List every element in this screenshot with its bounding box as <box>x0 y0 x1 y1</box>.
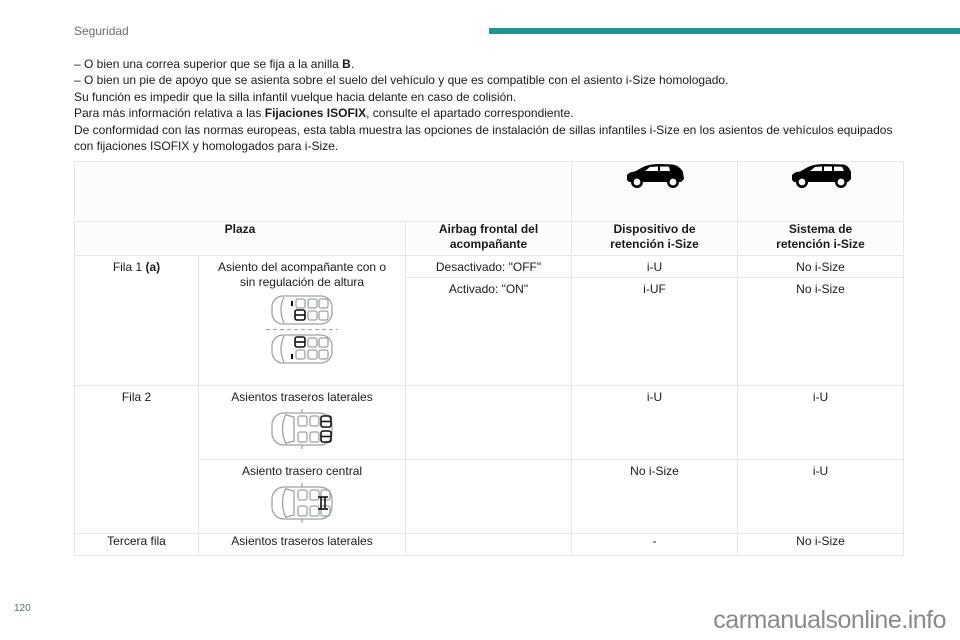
seat-cell: Asientos traseros laterales <box>199 534 406 556</box>
suv-5-seat-car-icon <box>623 162 687 190</box>
airbag-cell <box>406 278 572 386</box>
text: – O bien una correa superior que se fija a la anilla <box>74 57 343 71</box>
section-title: Seguridad <box>74 24 129 38</box>
dispositivo-cell <box>572 256 738 278</box>
bold-text: Fijaciones ISOFIX <box>264 106 367 121</box>
header-text: Sistema de retención i-Size <box>776 222 865 251</box>
header-text: Airbag frontal del acompañante <box>438 222 539 251</box>
row-label <box>75 256 198 275</box>
suv-7-seat-car-icon <box>788 162 854 190</box>
dispositivo-value: i-U <box>646 260 663 274</box>
text: Fila 1 <box>112 260 146 274</box>
row-label-cell <box>75 256 199 386</box>
table-row <box>75 386 904 460</box>
seat-label: Asiento trasero central <box>241 464 363 478</box>
dispositivo-cell <box>572 278 738 386</box>
empty-cell <box>75 162 572 222</box>
airbag-cell <box>406 386 572 460</box>
airbag-value: Desactivado: "OFF" <box>435 260 542 274</box>
intro-line-5: De conformidad con las normas europeas, esta tabla muestra las opciones de instalación de sillas infantiles i-Size en los asientos de vehículos equipados <box>74 122 893 137</box>
dispositivo-value: i-U <box>646 390 663 404</box>
row-label-cell: Tercera fila <box>75 534 199 556</box>
airbag-value: Activado: "ON" <box>448 282 529 296</box>
sistema-value: No i-Size <box>796 282 845 296</box>
front-passenger-seat-diagram-icon <box>266 294 338 366</box>
seat-cell <box>199 386 406 460</box>
sistema-cell <box>738 278 904 386</box>
airbag-cell <box>406 460 572 534</box>
intro-line-3: Su función es impedir que la silla infantil vuelque hacia delante en caso de colisión. <box>74 89 517 104</box>
header-dispositivo <box>572 222 738 256</box>
sistema-value: No i-Size <box>796 260 845 274</box>
dispositivo-cell <box>572 460 738 534</box>
intro-text <box>74 56 914 154</box>
dispositivo-cell: - <box>572 534 738 556</box>
sistema-cell <box>738 256 904 278</box>
text: . <box>350 57 355 71</box>
seat-cell <box>199 256 406 386</box>
intro-line-4 <box>74 105 914 121</box>
text: Para más información relativa a las <box>74 106 265 121</box>
vehicle-5-seat-cell <box>572 162 738 222</box>
sistema-value: i-U <box>812 464 829 478</box>
header-text: Dispositivo de retención i-Size <box>610 222 699 251</box>
seat-cell <box>199 460 406 534</box>
airbag-cell <box>406 256 572 278</box>
dispositivo-cell <box>572 386 738 460</box>
rear-side-seats-diagram-icon <box>266 409 338 449</box>
rear-center-seat-diagram-icon <box>266 483 338 523</box>
sistema-cell <box>738 386 904 460</box>
table-row <box>75 460 904 534</box>
vehicle-icon-row <box>75 162 904 222</box>
intro-line-2: – O bien un pie de apoyo que se asienta sobre el suelo del vehículo y que es compatible con el asiento i-Size homologado. <box>74 73 729 88</box>
page-number: 120 <box>14 603 31 614</box>
bold-text: B <box>342 57 351 71</box>
sistema-cell <box>738 460 904 534</box>
sistema-cell: No i-Size <box>738 534 904 556</box>
dispositivo-value: i-UF <box>643 282 666 296</box>
table-header-row <box>75 222 904 256</box>
intro-line-6: con fijaciones ISOFIX y homologados para i-Size. <box>74 139 339 154</box>
watermark: carmanualsonline.info <box>713 606 946 634</box>
airbag-value <box>406 460 571 464</box>
sistema-value: i-U <box>812 390 829 404</box>
row-label: Fila 2 <box>121 390 152 404</box>
seat-label: Asiento del acompañante con o sin regulación de altura <box>217 260 387 289</box>
seat-label: Asientos traseros laterales <box>231 390 373 404</box>
bold-text: (a) <box>145 260 161 274</box>
intro-line-1 <box>74 56 914 72</box>
table-row <box>75 534 904 556</box>
header-airbag <box>406 222 572 256</box>
airbag-value <box>406 386 571 390</box>
header-sistema <box>738 222 904 256</box>
table-row <box>75 256 904 278</box>
row-label-cell <box>75 386 199 534</box>
airbag-cell <box>406 534 572 556</box>
dispositivo-value: No i-Size <box>630 464 679 478</box>
header-plaza: Plaza <box>75 222 406 256</box>
section-accent-bar <box>489 28 960 34</box>
vehicle-7-seat-cell <box>738 162 904 222</box>
text: , consulte el apartado correspondiente. <box>366 106 574 121</box>
isize-seat-table <box>74 161 904 556</box>
